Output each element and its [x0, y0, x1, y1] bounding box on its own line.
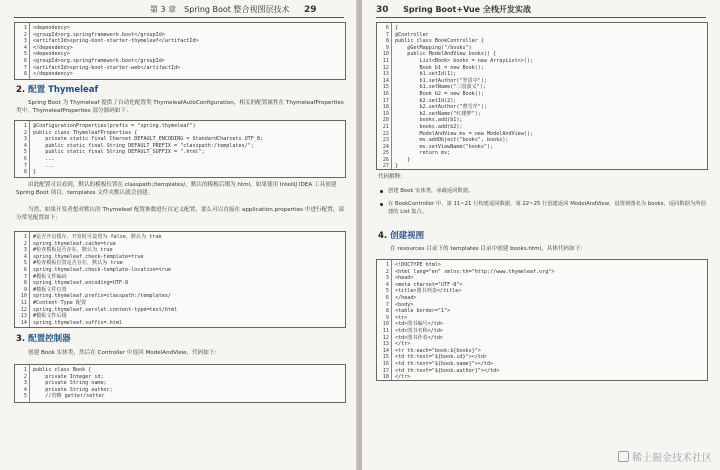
- line-number: 8: [23, 71, 27, 78]
- line-number: 14: [382, 77, 389, 84]
- code-line: [377, 335, 707, 342]
- code-block-book-class: [14, 364, 346, 403]
- paragraph-autoconfig: Spring Boot 为 Thymeleaf 提供了自动化配置类 ThymeleafAutoConfiguration，相关的配置属性在 ThymeleafProperties 类中，ThymeleafProperties 部分源码如下：: [16, 100, 344, 115]
- line-text: <tr>: [395, 314, 408, 321]
- line-text: b2.setName("红楼梦");: [395, 110, 481, 117]
- line-number: 4: [385, 281, 389, 288]
- left-page-number: 29: [304, 5, 317, 15]
- line-text: private static final Charset DEFAULT_ENCODING = StandardCharsets.UTF_8;: [33, 136, 264, 143]
- line-number: 11: [382, 57, 389, 64]
- line-number: 7: [385, 31, 389, 38]
- line-number: 11: [382, 327, 389, 334]
- line-text: </dependency>: [33, 71, 73, 78]
- line-text: @ConfigurationProperties(prefix = "spring.thymeleaf"): [33, 123, 196, 129]
- line-text: public static final String DEFAULT_SUFFIX = ".html";: [33, 149, 205, 156]
- code-line: [15, 71, 345, 78]
- line-number: 21: [382, 123, 389, 130]
- line-text: return mv;: [395, 150, 451, 157]
- line-number: 5: [385, 288, 389, 295]
- code-line: [15, 130, 345, 137]
- line-number: 24: [382, 143, 389, 150]
- code-line: [377, 269, 707, 276]
- line-number: 23: [382, 137, 389, 144]
- left-page-header: [150, 4, 317, 18]
- line-text: }: [395, 156, 411, 163]
- line-number: 10: [20, 293, 27, 300]
- code-line: [377, 368, 707, 375]
- code-line: [15, 234, 345, 241]
- line-text: <td>图书名称</td>: [395, 327, 443, 334]
- line-text: </head>: [395, 294, 417, 301]
- line-number: 6: [23, 57, 27, 64]
- line-number: 5: [23, 149, 27, 156]
- code-line: [15, 123, 345, 130]
- line-number: 3: [23, 247, 27, 254]
- code-line: [15, 32, 345, 39]
- code-line: [377, 163, 707, 170]
- line-text: <td th:text="${book.name}"></td>: [395, 360, 494, 367]
- explanation-bullet-1: 创建 Book 实体类，承载返回数据。: [388, 187, 706, 195]
- line-text: List<Book> books = new ArrayList<>();: [395, 57, 534, 64]
- line-text: spring.thymeleaf.check-template-location=true: [33, 266, 172, 273]
- line-text: <head>: [395, 275, 414, 282]
- line-number: 22: [382, 130, 389, 137]
- code-block-book-controller: [376, 22, 708, 170]
- line-number: 7: [23, 64, 27, 71]
- code-line: [15, 280, 345, 287]
- line-text: @GetMapping("/books"): [395, 44, 472, 51]
- code-line: [15, 247, 345, 254]
- code-line: [377, 144, 707, 151]
- line-number: 3: [23, 380, 27, 387]
- line-text: #模板文件编码: [33, 273, 67, 280]
- line-text: public ModelAndView books() {: [395, 51, 497, 58]
- paragraph-create-book: 创建 Book 实体类，然后在 Controller 中返回 ModelAndView，代码如下：: [28, 350, 221, 356]
- paragraph-custom-config: 当然，如果开发者想对默认的 Thymeleaf 配置参数进行自定义配置，那么可以直接在 application.properties 中进行配置，部分常见配置如下：: [16, 207, 345, 222]
- code-line: [15, 136, 345, 143]
- line-text: }: [395, 163, 399, 170]
- line-number: 5: [23, 260, 27, 267]
- line-text: public class Book {: [33, 367, 92, 373]
- line-text: }: [33, 169, 37, 176]
- line-text: </tr>: [395, 374, 411, 381]
- line-number: 5: [23, 393, 27, 400]
- line-text: <title>图书列表</title>: [395, 288, 462, 295]
- line-number: 4: [23, 142, 27, 149]
- line-number: 18: [382, 104, 389, 111]
- line-text: b1.setName("三国演义");: [395, 84, 486, 91]
- line-number: 25: [382, 150, 389, 157]
- line-number: 10: [382, 321, 389, 328]
- code-line: [377, 275, 707, 282]
- code-line: [15, 45, 345, 52]
- line-number: 13: [20, 313, 27, 320]
- line-number: 12: [382, 334, 389, 341]
- line-number: 6: [23, 266, 27, 273]
- section-heading-configure-controller: 3. 配置控制器: [16, 334, 71, 344]
- line-text: <dependency>: [33, 51, 70, 58]
- code-line: [15, 274, 345, 281]
- line-number: 1: [23, 234, 27, 240]
- line-number: 1: [23, 25, 27, 31]
- code-line: [15, 287, 345, 294]
- code-line: [377, 328, 707, 335]
- code-line: [15, 25, 345, 32]
- line-number: 15: [382, 84, 389, 91]
- line-text: <artifactId>spring-boot-starter-web</artifactId>: [33, 64, 181, 71]
- line-text: mv.setViewName("books");: [395, 143, 494, 150]
- line-text: b1.setAuthor("罗贯中");: [395, 77, 487, 84]
- code-line: [15, 393, 345, 400]
- code-line: [377, 104, 707, 111]
- line-text: private String name;: [33, 380, 107, 387]
- code-line: [377, 354, 707, 361]
- book-title: Spring Boot+Vue 全栈开发实战: [403, 5, 531, 14]
- line-number: 9: [385, 44, 389, 51]
- code-explanation-label: 代码解释：: [378, 174, 406, 180]
- code-line: [377, 124, 707, 131]
- line-text: public class BookController {: [395, 38, 484, 45]
- line-number: 11: [20, 299, 27, 306]
- line-number: 12: [20, 306, 27, 313]
- code-line: [15, 169, 345, 176]
- code-line: [377, 348, 707, 355]
- line-text: ...: [33, 162, 55, 169]
- line-text: public class ThymeleafProperties {: [33, 129, 138, 136]
- line-number: 1: [385, 262, 389, 268]
- code-line: [15, 300, 345, 307]
- line-number: 16: [382, 360, 389, 367]
- section-heading-configure-thymeleaf: 2. 配置 Thymeleaf: [16, 85, 99, 95]
- line-text: #检查模板位置是否存在，默认为 true: [33, 260, 123, 267]
- right-page: [362, 0, 720, 470]
- line-number: 4: [23, 386, 27, 393]
- line-number: 20: [382, 117, 389, 124]
- right-page-header: [376, 4, 531, 18]
- line-text: #模板文件后缀: [33, 313, 67, 320]
- line-number: 8: [385, 38, 389, 45]
- line-text: <body>: [395, 301, 414, 308]
- line-text: <td>图书编号</td>: [395, 321, 443, 328]
- line-number: 2: [23, 373, 27, 380]
- code-line: [377, 150, 707, 157]
- line-text: private String author;: [33, 386, 113, 393]
- code-line: [15, 58, 345, 65]
- line-text: <dependency>: [33, 25, 70, 31]
- line-number: 15: [382, 354, 389, 361]
- code-line: [377, 65, 707, 72]
- section-heading-create-view: 4. 创建视图: [378, 231, 425, 241]
- line-number: 2: [385, 268, 389, 275]
- code-line: [377, 45, 707, 52]
- code-line: [377, 341, 707, 348]
- line-number: 6: [23, 155, 27, 162]
- line-number: 26: [382, 156, 389, 163]
- line-number: 27: [382, 163, 389, 170]
- line-text: <artifactId>spring-boot-starter-thymeleaf</artifactId>: [33, 38, 199, 45]
- code-line: [15, 320, 345, 327]
- line-text: b1.setId(1);: [395, 71, 457, 78]
- line-number: 8: [385, 308, 389, 315]
- line-number: 1: [23, 123, 27, 129]
- code-block-maven-deps: [14, 22, 346, 80]
- line-number: 13: [382, 341, 389, 348]
- line-number: 7: [23, 273, 27, 280]
- line-text: spring.thymeleaf.check-template=true: [33, 253, 144, 260]
- line-text: spring.thymeleaf.prefix=classpath:/templates/: [33, 293, 172, 300]
- chapter-title: 第 3 章 Spring Boot 整合视图层技术: [150, 5, 290, 14]
- left-page: [0, 0, 358, 470]
- line-text: b2.setAuthor("曹雪芹");: [395, 104, 487, 111]
- code-line: [377, 58, 707, 65]
- code-line: [377, 361, 707, 368]
- line-number: 5: [23, 51, 27, 58]
- code-line: [377, 25, 707, 32]
- line-number: 2: [23, 31, 27, 38]
- line-number: 1: [23, 367, 27, 373]
- code-line: [377, 111, 707, 118]
- code-line: [377, 91, 707, 98]
- explanation-bullet-2: 在 BookController 中，第 11~21 行构建返回数据，第 22~25 行创建返回 ModelAndView，设置视图名为 books，返回数据为所创建的 List 集合。: [388, 200, 706, 216]
- line-text: <groupId>org.springframework.boot</groupId>: [33, 31, 165, 38]
- line-text: Book b1 = new Book();: [395, 64, 484, 71]
- code-line: [15, 156, 345, 163]
- code-line: [377, 308, 707, 315]
- line-number: 13: [382, 71, 389, 78]
- code-line: [15, 380, 345, 387]
- line-number: 3: [23, 38, 27, 45]
- line-text: </dependency>: [33, 44, 73, 51]
- code-line: [377, 117, 707, 124]
- code-line: [377, 302, 707, 309]
- code-line: [15, 163, 345, 170]
- code-line: [15, 313, 345, 320]
- line-number: 17: [382, 367, 389, 374]
- line-text: ...: [33, 155, 55, 162]
- code-line: [377, 321, 707, 328]
- line-text: <tr th:each="book:${books}">: [395, 347, 481, 354]
- code-block-books-html: [376, 259, 708, 381]
- line-number: 10: [382, 51, 389, 58]
- line-number: 6: [385, 25, 389, 31]
- line-text: </tr>: [395, 341, 411, 348]
- line-number: 17: [382, 97, 389, 104]
- line-text: #Content-Type 配置: [33, 299, 87, 306]
- line-number: 6: [385, 294, 389, 301]
- code-line: [15, 51, 345, 58]
- code-line: [377, 262, 707, 269]
- line-text: ModelAndView mv = new ModelAndView();: [395, 130, 534, 137]
- line-number: 3: [385, 275, 389, 282]
- code-block-application-properties: [14, 231, 346, 328]
- line-text: b2.setId(2);: [395, 97, 457, 104]
- line-number: 4: [23, 253, 27, 260]
- line-number: 7: [385, 301, 389, 308]
- code-line: [15, 293, 345, 300]
- juejin-logo-icon: [618, 451, 629, 462]
- line-text: books.add(b2);: [395, 123, 463, 130]
- header-rule-right: [376, 17, 706, 18]
- code-line: [15, 267, 345, 274]
- paragraph-create-books-html: 在 resources 目录下的 templates 目录中创建 books.html，具体代码如下：: [390, 246, 586, 252]
- code-line: [377, 137, 707, 144]
- code-block-thymeleaf-properties: [14, 120, 346, 178]
- line-number: 9: [23, 286, 27, 293]
- code-line: [377, 374, 707, 381]
- line-text: <meta charset="UTF-8">: [395, 281, 463, 288]
- line-text: #是否开启缓存，开发时可设置为 false，默认为 true: [33, 234, 162, 240]
- line-text: }: [395, 25, 399, 31]
- line-text: <groupId>org.springframework.boot</groupId>: [33, 57, 165, 64]
- line-text: <!DOCTYPE html>: [395, 262, 442, 268]
- line-text: #模板文件位置: [33, 286, 67, 293]
- code-line: [377, 32, 707, 39]
- code-line: [377, 288, 707, 295]
- line-text: spring.thymeleaf.cache=true: [33, 240, 116, 247]
- code-line: [377, 131, 707, 138]
- line-number: 3: [23, 136, 27, 143]
- code-line: [377, 71, 707, 78]
- line-number: 14: [20, 319, 27, 326]
- line-text: @Controller: [395, 31, 429, 38]
- line-text: spring.thymeleaf.servlet.content-type=text/html: [33, 306, 178, 313]
- line-number: 8: [23, 280, 27, 287]
- line-number: 9: [385, 314, 389, 321]
- line-text: <table border="1">: [395, 308, 451, 315]
- code-line: [377, 38, 707, 45]
- line-text: spring.thymeleaf.encoding=UTF-8: [33, 280, 129, 287]
- right-page-number: 30: [376, 5, 389, 15]
- line-text: <td th:text="${book.author}"></td>: [395, 367, 500, 374]
- line-text: private Integer id;: [33, 373, 104, 380]
- code-line: [377, 295, 707, 302]
- line-number: 4: [23, 44, 27, 51]
- code-line: [15, 143, 345, 150]
- code-line: [377, 84, 707, 91]
- code-line: [15, 367, 345, 374]
- code-line: [15, 260, 345, 267]
- line-text: spring.thymeleaf.suffix=.html: [33, 319, 122, 326]
- line-text: <html lang="en" xmlns:th="http://www.thymeleaf.org">: [395, 268, 555, 275]
- line-number: 19: [382, 110, 389, 117]
- line-text: Book b2 = new Book();: [395, 90, 484, 97]
- line-text: <td>图书作者</td>: [395, 334, 443, 341]
- line-text: #检查模板是否存在，默认为 true: [33, 247, 113, 254]
- line-number: 2: [23, 129, 27, 136]
- header-rule: [14, 17, 344, 18]
- line-number: 8: [23, 169, 27, 176]
- line-number: 7: [23, 162, 27, 169]
- code-line: [377, 157, 707, 164]
- code-line: [15, 38, 345, 45]
- line-number: 2: [23, 240, 27, 247]
- line-number: 16: [382, 90, 389, 97]
- line-text: public static final String DEFAULT_PREFIX = "classpath:/templates/";: [33, 142, 254, 149]
- line-text: <td th:text="${book.id}"></td>: [395, 354, 488, 361]
- paragraph-default-template: 由此配置可以看到，默认的模板位置在 classpath:/templates/，默认的模板后缀为.html。如果使用 IntelliJ IDEA 工具创建 Spring Boot 项目，templates 文件夹默认就会创建。: [16, 182, 337, 197]
- code-line: [15, 65, 345, 72]
- code-line: [15, 374, 345, 381]
- line-text: mv.addObject("books", books);: [395, 137, 509, 144]
- code-line: [377, 51, 707, 58]
- line-number: 12: [382, 64, 389, 71]
- line-number: 14: [382, 347, 389, 354]
- line-number: 18: [382, 374, 389, 381]
- watermark: 稀土掘金技术社区: [618, 449, 712, 464]
- code-line: [15, 149, 345, 156]
- line-text: books.add(b1);: [395, 117, 463, 124]
- line-text: //省略 getter/setter: [33, 393, 105, 400]
